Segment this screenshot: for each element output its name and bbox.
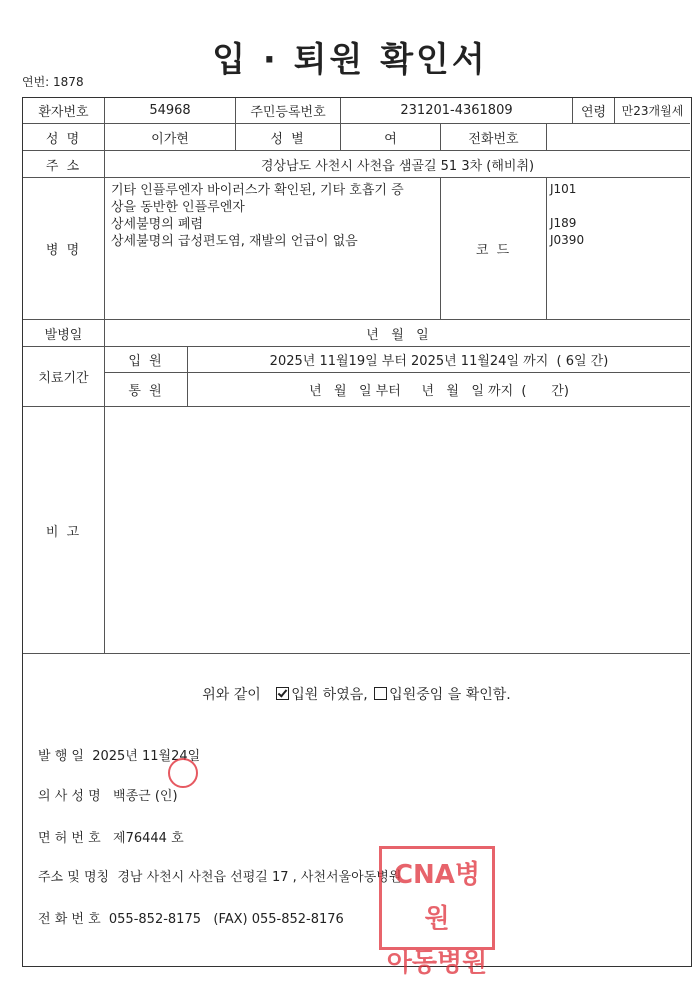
phone-value — [547, 124, 690, 151]
confirmation-option-inpatient: 입원 하였음, — [291, 687, 368, 703]
hospitalized-checkbox[interactable] — [374, 687, 387, 700]
age-value: 만23개월세 — [615, 98, 690, 124]
serial-number: 연번: 1878 — [22, 75, 84, 89]
remarks-value — [105, 407, 690, 654]
outpatient-period: 년 월 일 부터 년 월 일 까지 ( 간) — [188, 373, 690, 407]
confirmation-prefix: 위와 같이 — [202, 687, 261, 703]
age-label: 연령 — [573, 98, 615, 124]
hospital-address: 주소 및 명칭 경남 사천시 사천읍 선평길 17 , 사천서울아동병원 — [38, 870, 402, 885]
address-value: 경상남도 사천시 사천읍 샘골길 51 3차 (해비취) — [105, 151, 690, 178]
treatment-label: 치료기간 — [23, 347, 105, 407]
diagnosis-code: J0390 — [550, 233, 585, 247]
sex-label: 성 별 — [236, 124, 341, 151]
hospital-seal — [379, 846, 495, 978]
inpatient-label: 입 원 — [105, 347, 188, 373]
rrn-value: 231201-4361809 — [341, 98, 573, 124]
diagnosis-label: 병 명 — [23, 178, 105, 320]
inpatient-period: 2025년 11월19일 부터 2025년 11월24일 까지 ( 6일 간) — [188, 347, 690, 373]
diagnosis-code — [550, 198, 554, 215]
phone-label: 전화번호 — [441, 124, 547, 151]
diagnosis-list — [105, 178, 441, 320]
doctor-name: 의 사 성 명 백종근 (인) — [38, 789, 178, 804]
diagnosis-line: 기타 인플루엔자 바이러스가 확인된, 기타 호흡기 증 — [111, 183, 404, 198]
document-title: 입 · 퇴원 확인서 — [212, 40, 488, 80]
code-label: 코 드 — [441, 178, 547, 320]
hospital-phone: 전 화 번 호 055-852-8175 (FAX) 055-852-8176 — [38, 912, 344, 927]
diagnosis-line: 상을 동반한 인플루엔자 — [111, 200, 245, 215]
onset-label: 발병일 — [23, 320, 105, 347]
patient-id-label: 환자번호 — [23, 98, 105, 124]
remarks-label: 비 고 — [23, 407, 105, 654]
outpatient-label: 통 원 — [105, 373, 188, 407]
issuer-section — [23, 654, 690, 978]
name-label: 성 명 — [23, 124, 105, 151]
confirmation-statement — [23, 684, 690, 704]
doctor-seal — [168, 758, 198, 788]
license-number: 면 허 번 호 제76444 호 — [38, 831, 184, 846]
diagnosis-line: 상세불명의 급성편도염, 재발의 언급이 없음 — [111, 234, 358, 249]
onset-value: 년 월 일 — [105, 320, 690, 347]
diagnosis-code: J189 — [550, 216, 577, 230]
sex-value: 여 — [341, 124, 441, 151]
inpatient-checkbox[interactable] — [276, 687, 289, 700]
seal-line-2: 아동병원 — [386, 948, 488, 978]
form-table — [22, 97, 692, 978]
diagnosis-line: 상세불명의 폐렴 — [111, 217, 204, 232]
seal-line-1: CNA병원 — [393, 860, 481, 934]
diagnosis-code: J101 — [550, 182, 577, 196]
rrn-label: 주민등록번호 — [236, 98, 341, 124]
issue-date: 발 행 일 2025년 11월24일 — [38, 749, 201, 764]
confirmation-option-hospitalized: 입원중임 을 확인함. — [389, 687, 511, 703]
patient-id-value: 54968 — [105, 98, 236, 124]
code-list — [547, 178, 690, 320]
name-value: 이가현 — [105, 124, 236, 151]
address-label: 주 소 — [23, 151, 105, 178]
